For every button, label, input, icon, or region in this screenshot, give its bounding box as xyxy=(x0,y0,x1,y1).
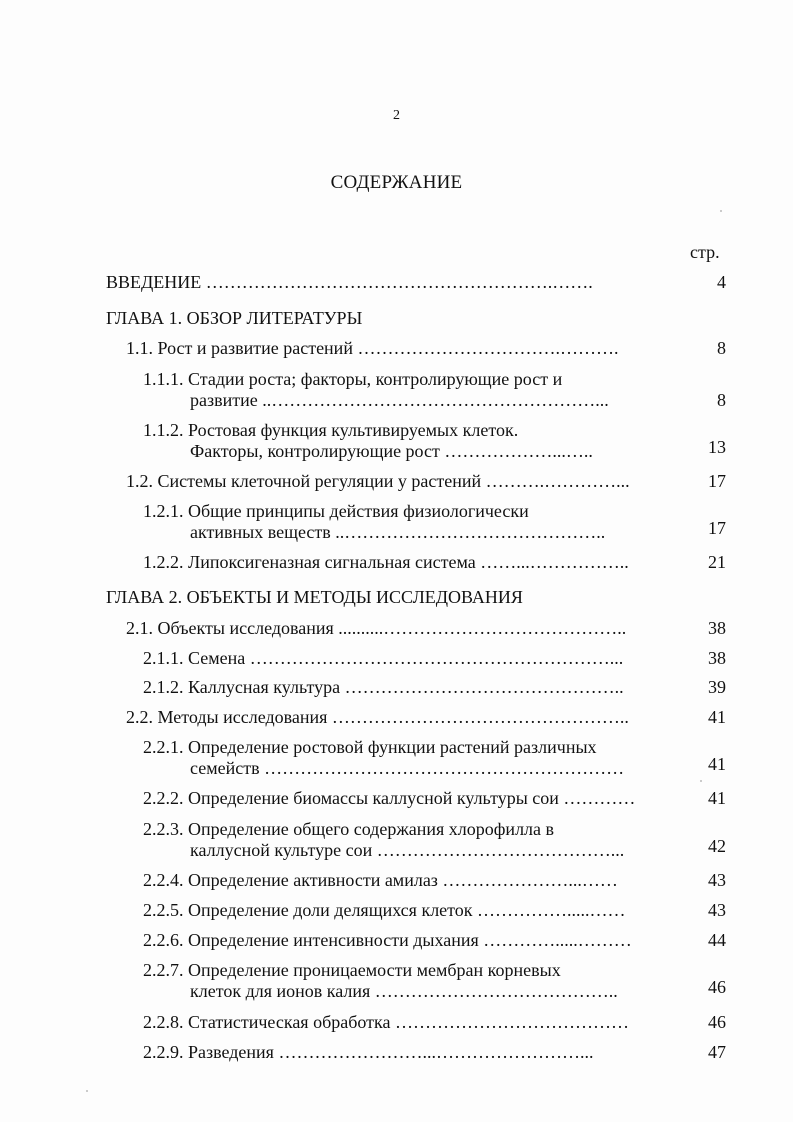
toc-entry-title: 2.2.8. Статистическая обработка ………………………………… xyxy=(143,1012,629,1032)
toc-entry-title: 1.1.1. Стадии роста; факторы, контролирующие рост и xyxy=(143,369,563,389)
toc-entry-page: 38 xyxy=(708,618,726,638)
toc-entry-page: 42 xyxy=(708,836,726,856)
toc-entry-title-continued: активных веществ ..…………………………………….. xyxy=(190,522,606,542)
toc-entry-page: 47 xyxy=(708,1042,726,1062)
toc-entry-title: 1.2.2. Липоксигеназная сигнальная система ……...…………….. xyxy=(143,552,629,572)
toc-entry-page: 38 xyxy=(708,648,726,668)
toc-entry-title: 2.1.2. Каллусная культура ……………………………………….. xyxy=(143,677,624,697)
toc-entry-title: 2.2.9. Разведения ……………………...……………………... xyxy=(143,1042,594,1062)
toc-chapter-title: ГЛАВА 1. ОБЗОР ЛИТЕРАТУРЫ xyxy=(106,308,363,328)
toc-entry-title: 1.1.2. Ростовая функция культивируемых клеток. xyxy=(143,420,519,440)
toc-entry-title: 2.2.1. Определение ростовой функции растений различных xyxy=(143,737,597,757)
toc-entry-page: 4 xyxy=(717,272,726,292)
toc-entry-title: 2.1.1. Семена ……………………………………………………... xyxy=(143,648,624,668)
toc-entry-page: 41 xyxy=(708,707,726,727)
toc-entry-page: 21 xyxy=(708,552,726,572)
scan-speck xyxy=(700,780,702,782)
toc-entry-title: 1.2.1. Общие принципы действия физиологически xyxy=(143,501,529,521)
toc-entry-page: 41 xyxy=(708,754,726,774)
toc-entry-title-continued: клеток для ионов калия ………………………………….. xyxy=(190,981,618,1001)
pages-column-label: стр. xyxy=(690,242,720,262)
toc-entry-title: 2.2. Методы исследования ………………………………………….. xyxy=(126,707,629,727)
toc-entry-title: 1.1. Рост и развитие растений …………………………….………. xyxy=(126,338,619,358)
toc-entry-title-continued: семейств …………………………………………………… xyxy=(190,758,625,778)
scan-speck xyxy=(86,1090,88,1092)
toc-entry-title: 2.2.5. Определение доли делящихся клеток …………….....…… xyxy=(143,900,626,920)
toc-entry-title: 1.2. Системы клеточной регуляции у растений ……….…………... xyxy=(126,471,630,491)
scan-speck xyxy=(720,210,722,212)
page-title: СОДЕРЖАНИЕ xyxy=(330,172,463,193)
toc-entry-page: 39 xyxy=(708,677,726,697)
toc-entry-page: 46 xyxy=(708,1012,726,1032)
toc-entry-title-continued: каллусной культуре сои …………………………………... xyxy=(190,840,625,860)
toc-entry-title: 2.2.2. Определение биомассы каллусной культуры сои ………… xyxy=(143,788,636,808)
toc-entry-title-continued: развитие ..………………………………………………... xyxy=(190,390,609,410)
toc-entry-title: ВВЕДЕНИЕ ………………………………………………….……. xyxy=(106,272,593,292)
toc-entry-page: 43 xyxy=(708,900,726,920)
toc-entry-title: 2.2.3. Определение общего содержания хлорофилла в xyxy=(143,819,555,839)
toc-entry-page: 13 xyxy=(708,437,726,457)
toc-entry-title: 2.1. Объекты исследования ..........………………………………….. xyxy=(126,618,627,638)
toc-entry-page: 8 xyxy=(717,390,726,410)
toc-entry-page: 44 xyxy=(708,930,726,950)
toc-entry-title-continued: Факторы, контролирующие рост ………………...….. xyxy=(190,441,593,461)
toc-entry-title: 2.2.4. Определение активности амилаз …………………...…… xyxy=(143,870,618,890)
toc-chapter-title: ГЛАВА 2. ОБЪЕКТЫ И МЕТОДЫ ИССЛЕДОВАНИЯ xyxy=(106,587,523,607)
toc-entry-page: 43 xyxy=(708,870,726,890)
page-number: 2 xyxy=(393,108,400,123)
toc-entry-page: 17 xyxy=(708,471,726,491)
toc-entry-page: 46 xyxy=(708,977,726,997)
toc-entry-page: 41 xyxy=(708,788,726,808)
toc-entry-title: 2.2.6. Определение интенсивности дыхания ………….....……… xyxy=(143,930,632,950)
toc-entry-page: 17 xyxy=(708,518,726,538)
toc-entry-title: 2.2.7. Определение проницаемости мембран корневых xyxy=(143,960,561,980)
toc-entry-page: 8 xyxy=(717,338,726,358)
